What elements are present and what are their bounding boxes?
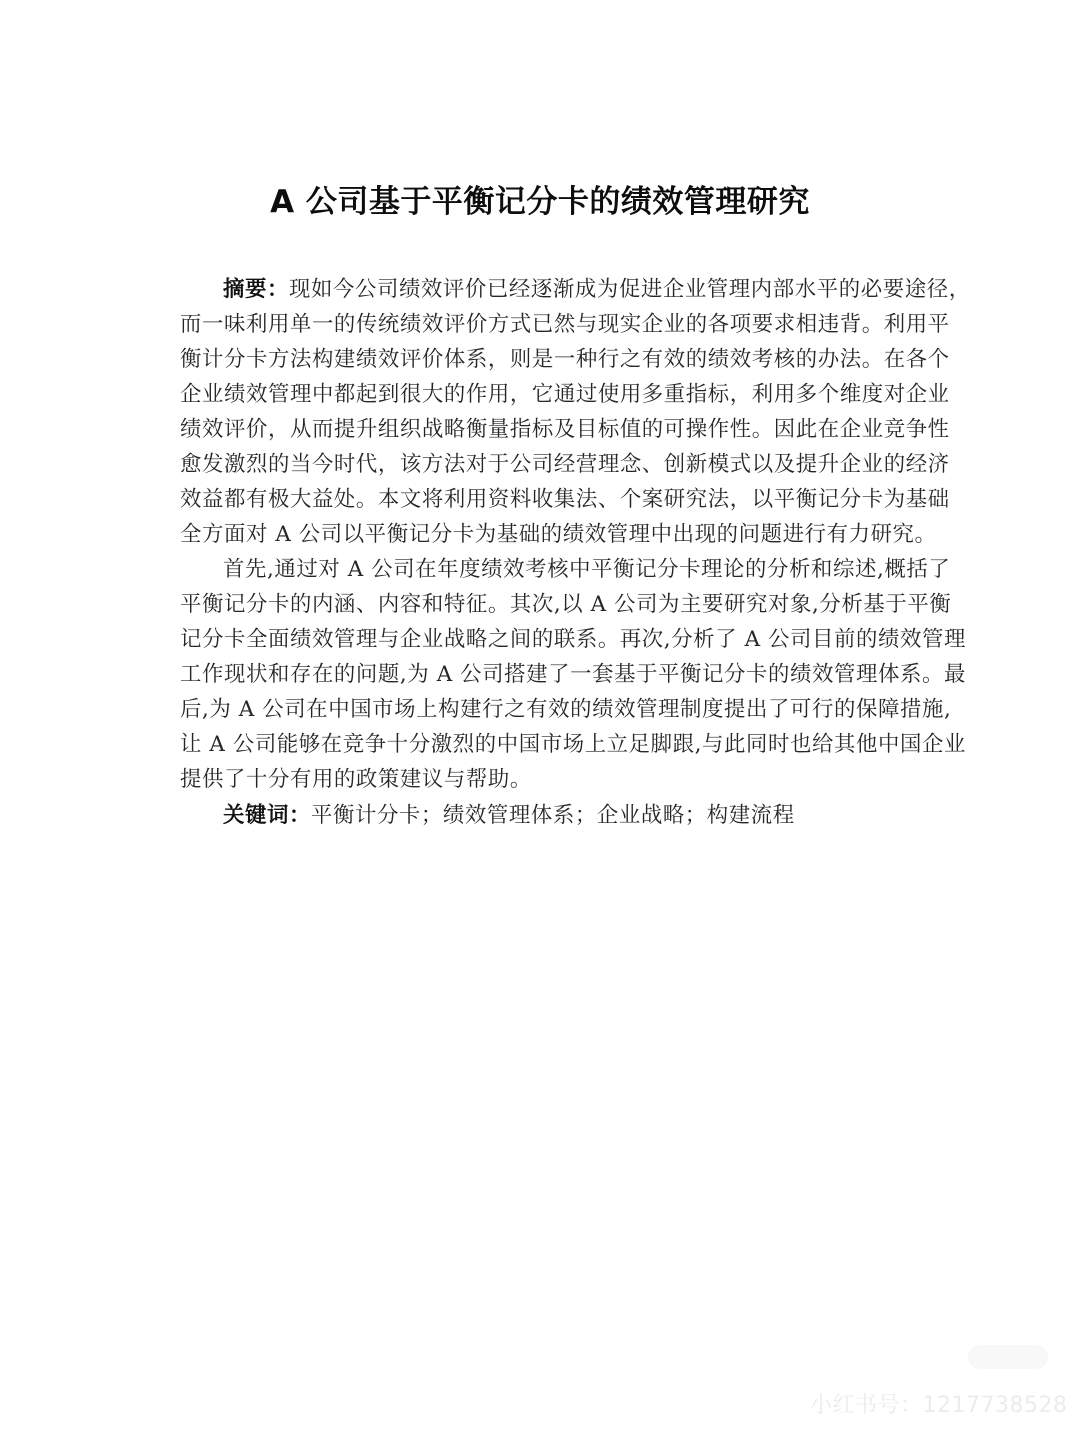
paragraph-line: 提供了十分有用的政策建议与帮助。 (180, 767, 532, 792)
abstract-line: 而一味利用单一的传统绩效评价方式已然与现实企业的各项要求相违背。利用平 (180, 312, 950, 337)
keywords-text: 平衡计分卡；绩效管理体系；企业战略；构建流程 (310, 803, 795, 828)
abstract-text: 现如今公司绩效评价已经逐渐成为促进企业管理内部水平的必要途径， (288, 277, 971, 302)
abstract-line: 效益都有极大益处。本文将利用资料收集法、个案研究法，以平衡记分卡为基础 (180, 487, 950, 512)
keywords-line (180, 798, 960, 833)
paragraph-line: 记分卡全面绩效管理与企业战略之间的联系。再次,分析了 A 公司目前的绩效管理 (180, 627, 966, 652)
keywords-label: 关键词： (223, 803, 311, 828)
paragraph-line: 首先,通过对 A 公司在年度绩效考核中平衡记分卡理论的分析和综述,概括了 (223, 557, 951, 582)
abstract-line: 衡计分卡方法构建绩效评价体系，则是一种行之有效的绩效考核的办法。在各个 (180, 347, 950, 372)
abstract-line: 企业绩效管理中都起到很大的作用，它通过使用多重指标，利用多个维度对企业 (180, 382, 950, 407)
document-title: A 公司基于平衡记分卡的绩效管理研究 (270, 184, 810, 220)
abstract-label: 摘要： (223, 277, 289, 302)
abstract-line (180, 272, 971, 307)
paragraph-line: 平衡记分卡的内涵、内容和特征。其次,以 A 公司为主要研究对象,分析基于平衡 (180, 592, 952, 617)
paragraph-line: 后,为 A 公司在中国市场上构建行之有效的绩效管理制度提出了可行的保障措施, (180, 697, 952, 722)
abstract-line: 绩效评价，从而提升组织战略衡量指标及目标值的可操作性。因此在企业竞争性 (180, 417, 950, 442)
paragraph-line: 工作现状和存在的问题,为 A 公司搭建了一套基于平衡记分卡的绩效管理体系。最 (180, 662, 966, 687)
abstract-section (180, 272, 971, 833)
watermark-text: 小红书号：1217738528 (810, 1393, 1068, 1418)
watermark-logo (968, 1345, 1048, 1369)
abstract-line: 全方面对 A 公司以平衡记分卡为基础的绩效管理中出现的问题进行有力研究。 (180, 522, 937, 547)
abstract-line: 愈发激烈的当今时代，该方法对于公司经营理念、创新模式以及提升企业的经济 (180, 452, 950, 477)
paragraph-line: 让 A 公司能够在竞争十分激烈的中国市场上立足脚跟,与此同时也给其他中国企业 (180, 732, 966, 757)
